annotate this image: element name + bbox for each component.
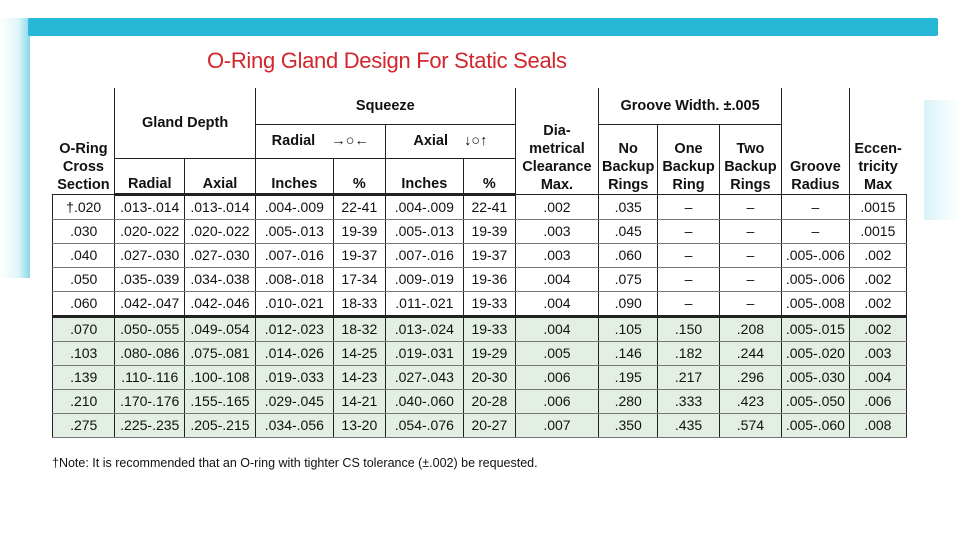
- cell-gland-depth-axial: .075-.081: [185, 341, 256, 365]
- slide-top-bar: [28, 18, 938, 36]
- cell-squeeze-radial-inches: .004-.009: [255, 194, 333, 219]
- cell-squeeze-radial-inches: .034-.056: [255, 413, 333, 437]
- cell-eccentricity: .008: [849, 413, 906, 437]
- cell-two-backup: .208: [719, 316, 781, 341]
- cell-no-backup: .060: [599, 243, 658, 267]
- cell-cross-section: .030: [53, 219, 115, 243]
- cell-one-backup: .217: [658, 365, 719, 389]
- cell-squeeze-axial-inches: .004-.009: [385, 194, 463, 219]
- cell-groove-radius: .005-.015: [782, 316, 850, 341]
- cell-one-backup: .182: [658, 341, 719, 365]
- cell-no-backup: .195: [599, 365, 658, 389]
- cell-squeeze-radial-percent: 19-37: [333, 243, 385, 267]
- cell-squeeze-radial-inches: .029-.045: [255, 389, 333, 413]
- table-row: [53, 389, 907, 413]
- cell-squeeze-axial-percent: 20-27: [463, 413, 515, 437]
- cell-cross-section: .139: [53, 365, 115, 389]
- cell-gland-depth-axial: .042-.046: [185, 291, 256, 316]
- cell-squeeze-radial-percent: 13-20: [333, 413, 385, 437]
- header-gland-depth-radial: Radial: [115, 158, 185, 194]
- cell-two-backup: .244: [719, 341, 781, 365]
- cell-gland-depth-radial: .225-.235: [115, 413, 185, 437]
- cell-two-backup: –: [719, 267, 781, 291]
- cell-gland-depth-radial: .042-.047: [115, 291, 185, 316]
- cell-squeeze-axial-inches: .054-.076: [385, 413, 463, 437]
- cell-groove-radius: .005-.020: [782, 341, 850, 365]
- cell-two-backup: –: [719, 219, 781, 243]
- cell-squeeze-axial-percent: 19-33: [463, 316, 515, 341]
- cell-gland-depth-axial: .020-.022: [185, 219, 256, 243]
- header-gland-depth: Gland Depth: [115, 88, 255, 158]
- cell-squeeze-axial-percent: 19-33: [463, 291, 515, 316]
- cell-eccentricity: .002: [849, 243, 906, 267]
- cell-diametrical-clearance: .006: [515, 389, 598, 413]
- cell-cross-section: .070: [53, 316, 115, 341]
- cell-gland-depth-radial: .080-.086: [115, 341, 185, 365]
- header-squeeze-radial-inches: Inches: [255, 158, 333, 194]
- cell-squeeze-radial-inches: .014-.026: [255, 341, 333, 365]
- cell-gland-depth-axial: .155-.165: [185, 389, 256, 413]
- cell-gland-depth-axial: .205-.215: [185, 413, 256, 437]
- cell-gland-depth-radial: .035-.039: [115, 267, 185, 291]
- table-row: [53, 291, 907, 316]
- cell-squeeze-radial-percent: 14-25: [333, 341, 385, 365]
- cell-eccentricity: .002: [849, 316, 906, 341]
- cell-squeeze-axial-inches: .005-.013: [385, 219, 463, 243]
- cell-gland-depth-radial: .020-.022: [115, 219, 185, 243]
- header-eccentricity: Eccen-tricity Max: [849, 88, 906, 194]
- cell-squeeze-axial-inches: .013-.024: [385, 316, 463, 341]
- cell-squeeze-radial-percent: 17-34: [333, 267, 385, 291]
- cell-one-backup: .150: [658, 316, 719, 341]
- cell-groove-radius: .005-.060: [782, 413, 850, 437]
- cell-no-backup: .350: [599, 413, 658, 437]
- header-squeeze-axial: [385, 124, 515, 158]
- cell-no-backup: .280: [599, 389, 658, 413]
- cell-squeeze-axial-percent: 20-28: [463, 389, 515, 413]
- cell-two-backup: –: [719, 194, 781, 219]
- cell-cross-section: .040: [53, 243, 115, 267]
- table-row: [53, 341, 907, 365]
- header-squeeze-radial-label: Radial: [271, 133, 316, 149]
- cell-gland-depth-radial: .050-.055: [115, 316, 185, 341]
- header-squeeze: Squeeze: [255, 88, 515, 124]
- table-row: [53, 365, 907, 389]
- header-groove-width: Groove Width. ±.005: [599, 88, 782, 124]
- cell-no-backup: .090: [599, 291, 658, 316]
- slide-right-accent: [924, 100, 960, 220]
- cell-diametrical-clearance: .002: [515, 194, 598, 219]
- cell-no-backup: .105: [599, 316, 658, 341]
- table-row: [53, 413, 907, 437]
- cell-squeeze-radial-percent: 18-33: [333, 291, 385, 316]
- cell-squeeze-radial-percent: 14-21: [333, 389, 385, 413]
- header-squeeze-axial-label: Axial: [413, 133, 449, 149]
- cell-one-backup: –: [658, 243, 719, 267]
- footnote: †Note: It is recommended that an O-ring with tighter CS tolerance (±.002) be requested.: [52, 456, 538, 470]
- cell-squeeze-axial-percent: 19-39: [463, 219, 515, 243]
- cell-eccentricity: .0015: [849, 219, 906, 243]
- cell-diametrical-clearance: .005: [515, 341, 598, 365]
- cell-two-backup: –: [719, 291, 781, 316]
- header-groove-radius: Groove Radius: [782, 88, 850, 194]
- cell-two-backup: .423: [719, 389, 781, 413]
- cell-gland-depth-axial: .049-.054: [185, 316, 256, 341]
- cell-one-backup: –: [658, 194, 719, 219]
- cell-no-backup: .045: [599, 219, 658, 243]
- cell-diametrical-clearance: .006: [515, 365, 598, 389]
- table-row: [53, 267, 907, 291]
- cell-squeeze-axial-percent: 19-37: [463, 243, 515, 267]
- cell-two-backup: –: [719, 243, 781, 267]
- cell-one-backup: –: [658, 267, 719, 291]
- table-row: [53, 219, 907, 243]
- cell-squeeze-radial-inches: .005-.013: [255, 219, 333, 243]
- cell-squeeze-axial-inches: .027-.043: [385, 365, 463, 389]
- cell-one-backup: .333: [658, 389, 719, 413]
- cell-one-backup: –: [658, 219, 719, 243]
- cell-squeeze-radial-percent: 19-39: [333, 219, 385, 243]
- cell-cross-section: .210: [53, 389, 115, 413]
- cell-groove-radius: .005-.050: [782, 389, 850, 413]
- slide-left-accent: [0, 18, 30, 278]
- cell-no-backup: .146: [599, 341, 658, 365]
- header-oring-cross-section: O-Ring Cross Section: [53, 88, 115, 194]
- cell-gland-depth-axial: .027-.030: [185, 243, 256, 267]
- header-no-backup-rings: No Backup Rings: [599, 124, 658, 194]
- cell-squeeze-radial-percent: 22-41: [333, 194, 385, 219]
- cell-two-backup: .574: [719, 413, 781, 437]
- cell-one-backup: –: [658, 291, 719, 316]
- cell-one-backup: .435: [658, 413, 719, 437]
- table-row: [53, 194, 907, 219]
- cell-squeeze-radial-inches: .012-.023: [255, 316, 333, 341]
- cell-groove-radius: –: [782, 194, 850, 219]
- cell-diametrical-clearance: .004: [515, 267, 598, 291]
- table-body: [53, 194, 907, 437]
- cell-cross-section: .275: [53, 413, 115, 437]
- cell-groove-radius: .005-.006: [782, 243, 850, 267]
- cell-diametrical-clearance: .003: [515, 243, 598, 267]
- cell-diametrical-clearance: .004: [515, 316, 598, 341]
- cell-eccentricity: .006: [849, 389, 906, 413]
- axial-squeeze-icon: ↓○↑: [464, 133, 488, 149]
- cell-eccentricity: .002: [849, 267, 906, 291]
- gland-design-table: [52, 88, 907, 438]
- cell-cross-section: †.020: [53, 194, 115, 219]
- cell-no-backup: .075: [599, 267, 658, 291]
- cell-squeeze-radial-inches: .010-.021: [255, 291, 333, 316]
- cell-diametrical-clearance: .004: [515, 291, 598, 316]
- cell-eccentricity: .0015: [849, 194, 906, 219]
- cell-gland-depth-radial: .110-.116: [115, 365, 185, 389]
- header-gland-depth-axial: Axial: [185, 158, 256, 194]
- cell-squeeze-radial-inches: .007-.016: [255, 243, 333, 267]
- cell-gland-depth-radial: .170-.176: [115, 389, 185, 413]
- cell-squeeze-axial-inches: .040-.060: [385, 389, 463, 413]
- cell-squeeze-axial-percent: 19-36: [463, 267, 515, 291]
- cell-squeeze-radial-percent: 18-32: [333, 316, 385, 341]
- cell-gland-depth-radial: .013-.014: [115, 194, 185, 219]
- cell-two-backup: .296: [719, 365, 781, 389]
- cell-squeeze-radial-inches: .008-.018: [255, 267, 333, 291]
- header-squeeze-radial: [255, 124, 385, 158]
- cell-squeeze-axial-inches: .009-.019: [385, 267, 463, 291]
- table-row: [53, 243, 907, 267]
- cell-gland-depth-axial: .034-.038: [185, 267, 256, 291]
- cell-no-backup: .035: [599, 194, 658, 219]
- table-row: [53, 316, 907, 341]
- cell-squeeze-radial-percent: 14-23: [333, 365, 385, 389]
- header-squeeze-radial-percent: %: [333, 158, 385, 194]
- header-diametrical-clearance: Dia-metrical Clearance Max.: [515, 88, 598, 194]
- cell-eccentricity: .002: [849, 291, 906, 316]
- header-one-backup-ring: One Backup Ring: [658, 124, 719, 194]
- cell-groove-radius: –: [782, 219, 850, 243]
- cell-groove-radius: .005-.008: [782, 291, 850, 316]
- cell-groove-radius: .005-.030: [782, 365, 850, 389]
- cell-squeeze-axial-percent: 20-30: [463, 365, 515, 389]
- cell-groove-radius: .005-.006: [782, 267, 850, 291]
- cell-squeeze-axial-inches: .019-.031: [385, 341, 463, 365]
- cell-gland-depth-axial: .100-.108: [185, 365, 256, 389]
- header-squeeze-axial-percent: %: [463, 158, 515, 194]
- cell-squeeze-radial-inches: .019-.033: [255, 365, 333, 389]
- cell-gland-depth-axial: .013-.014: [185, 194, 256, 219]
- cell-squeeze-axial-inches: .007-.016: [385, 243, 463, 267]
- header-squeeze-axial-inches: Inches: [385, 158, 463, 194]
- header-two-backup-rings: Two Backup Rings: [719, 124, 781, 194]
- radial-squeeze-icon: →○←: [331, 133, 369, 149]
- cell-gland-depth-radial: .027-.030: [115, 243, 185, 267]
- cell-squeeze-axial-percent: 22-41: [463, 194, 515, 219]
- cell-cross-section: .050: [53, 267, 115, 291]
- cell-eccentricity: .003: [849, 341, 906, 365]
- cell-cross-section: .103: [53, 341, 115, 365]
- cell-squeeze-axial-inches: .011-.021: [385, 291, 463, 316]
- cell-cross-section: .060: [53, 291, 115, 316]
- cell-squeeze-axial-percent: 19-29: [463, 341, 515, 365]
- cell-diametrical-clearance: .007: [515, 413, 598, 437]
- cell-eccentricity: .004: [849, 365, 906, 389]
- cell-diametrical-clearance: .003: [515, 219, 598, 243]
- page-title: O-Ring Gland Design For Static Seals: [207, 48, 567, 73]
